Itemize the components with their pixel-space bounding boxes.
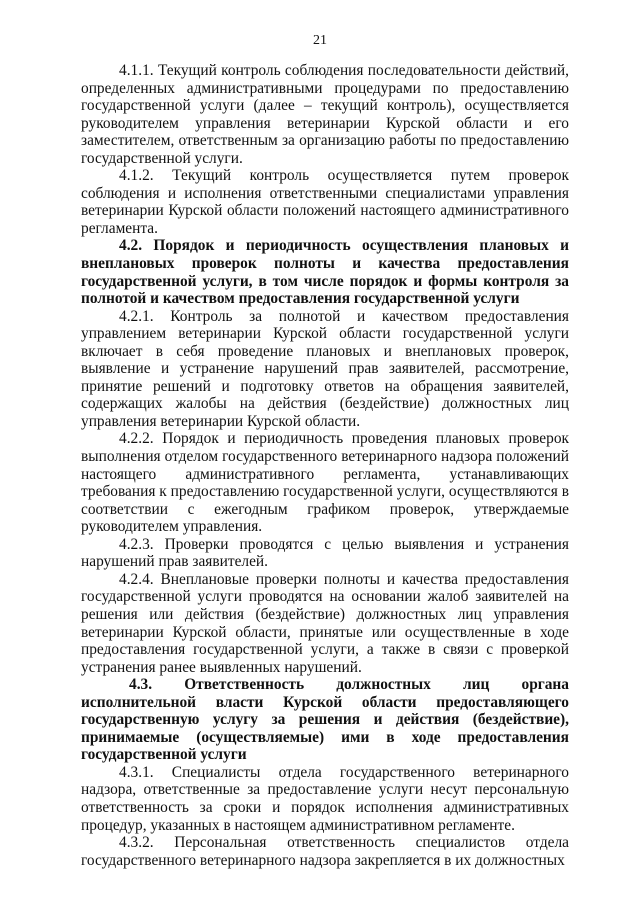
- section-heading-4-3: 4.3. Ответственность должностных лиц органа исполнительной власти Курской области предоставляющего государственную услугу за решения и действия (бездействие), принимаемые (осуществляемые) ими в ходе предоставления государственной услуги: [81, 676, 569, 764]
- page-number: 21: [313, 33, 327, 48]
- paragraph-4-2-2: 4.2.2. Порядок и периодичность проведения плановых проверок выполнения отделом государственного ветеринарного надзора положений настоящего административного регламента, устанавливающих требования к предоставлению государственной услуги, осуществляются в соответствии с ежегодным графиком проверок, утверждаемые руководителем управления.: [81, 430, 569, 536]
- paragraph-4-2-1: 4.2.1. Контроль за полнотой и качеством предоставления управлением ветеринарии Курской области государственной услуги включает в себя проведение плановых и внеплановых проверок, выявление и устранение нарушений прав заявителей, рассмотрение, принятие решений и подготовку ответов на обращения заявителей, содержащих жалобы на действия (бездействие) должностных лиц управления ветеринарии Курской области.: [81, 307, 569, 430]
- paragraph-4-2-3: 4.2.3. Проверки проводятся с целью выявления и устранения нарушений прав заявителей.: [81, 535, 569, 571]
- paragraph-4-2-4: 4.2.4. Внеплановые проверки полноты и качества предоставления государственной услуги проводятся на основании жалоб заявителей на решения или действия (бездействие) должностных лиц управления ветеринарии Курской области, принятые или осуществленные в ходе предоставления государственной услуги, а также в связи с проверкой устранения ранее выявленных нарушений.: [81, 570, 569, 676]
- section-heading-4-2: 4.2. Порядок и периодичность осуществления плановых и внеплановых проверок полноты и качества предоставления государственной услуги, в том числе порядок и формы контроля за полнотой и качеством предоставления государственной услуги: [81, 237, 569, 308]
- paragraph-4-1-2: 4.1.2. Текущий контроль осуществляется путем проверок соблюдения и исполнения ответственными специалистами управления ветеринарии Курской области положений настоящего административного регламента.: [81, 167, 569, 237]
- paragraph-4-1-1: 4.1.1. Текущий контроль соблюдения последовательности действий, определенных административными процедурами по предоставлению государственной услуги (далее – текущий контроль), осуществляется руководителем управления ветеринарии Курской области и его заместителем, ответственным за организацию работы по предоставлению государственной услуги.: [81, 62, 569, 167]
- paragraph-4-3-2: 4.3.2. Персональная ответственность специалистов отдела государственного ветеринарного надзора закрепляется в их должностных: [81, 834, 569, 869]
- paragraph-4-3-1: 4.3.1. Специалисты отдела государственного ветеринарного надзора, ответственные за предоставление услуги несут персональную ответственность за сроки и порядок исполнения административных процедур, указанных в настоящем административном регламенте.: [81, 763, 569, 834]
- document-body: [81, 62, 569, 869]
